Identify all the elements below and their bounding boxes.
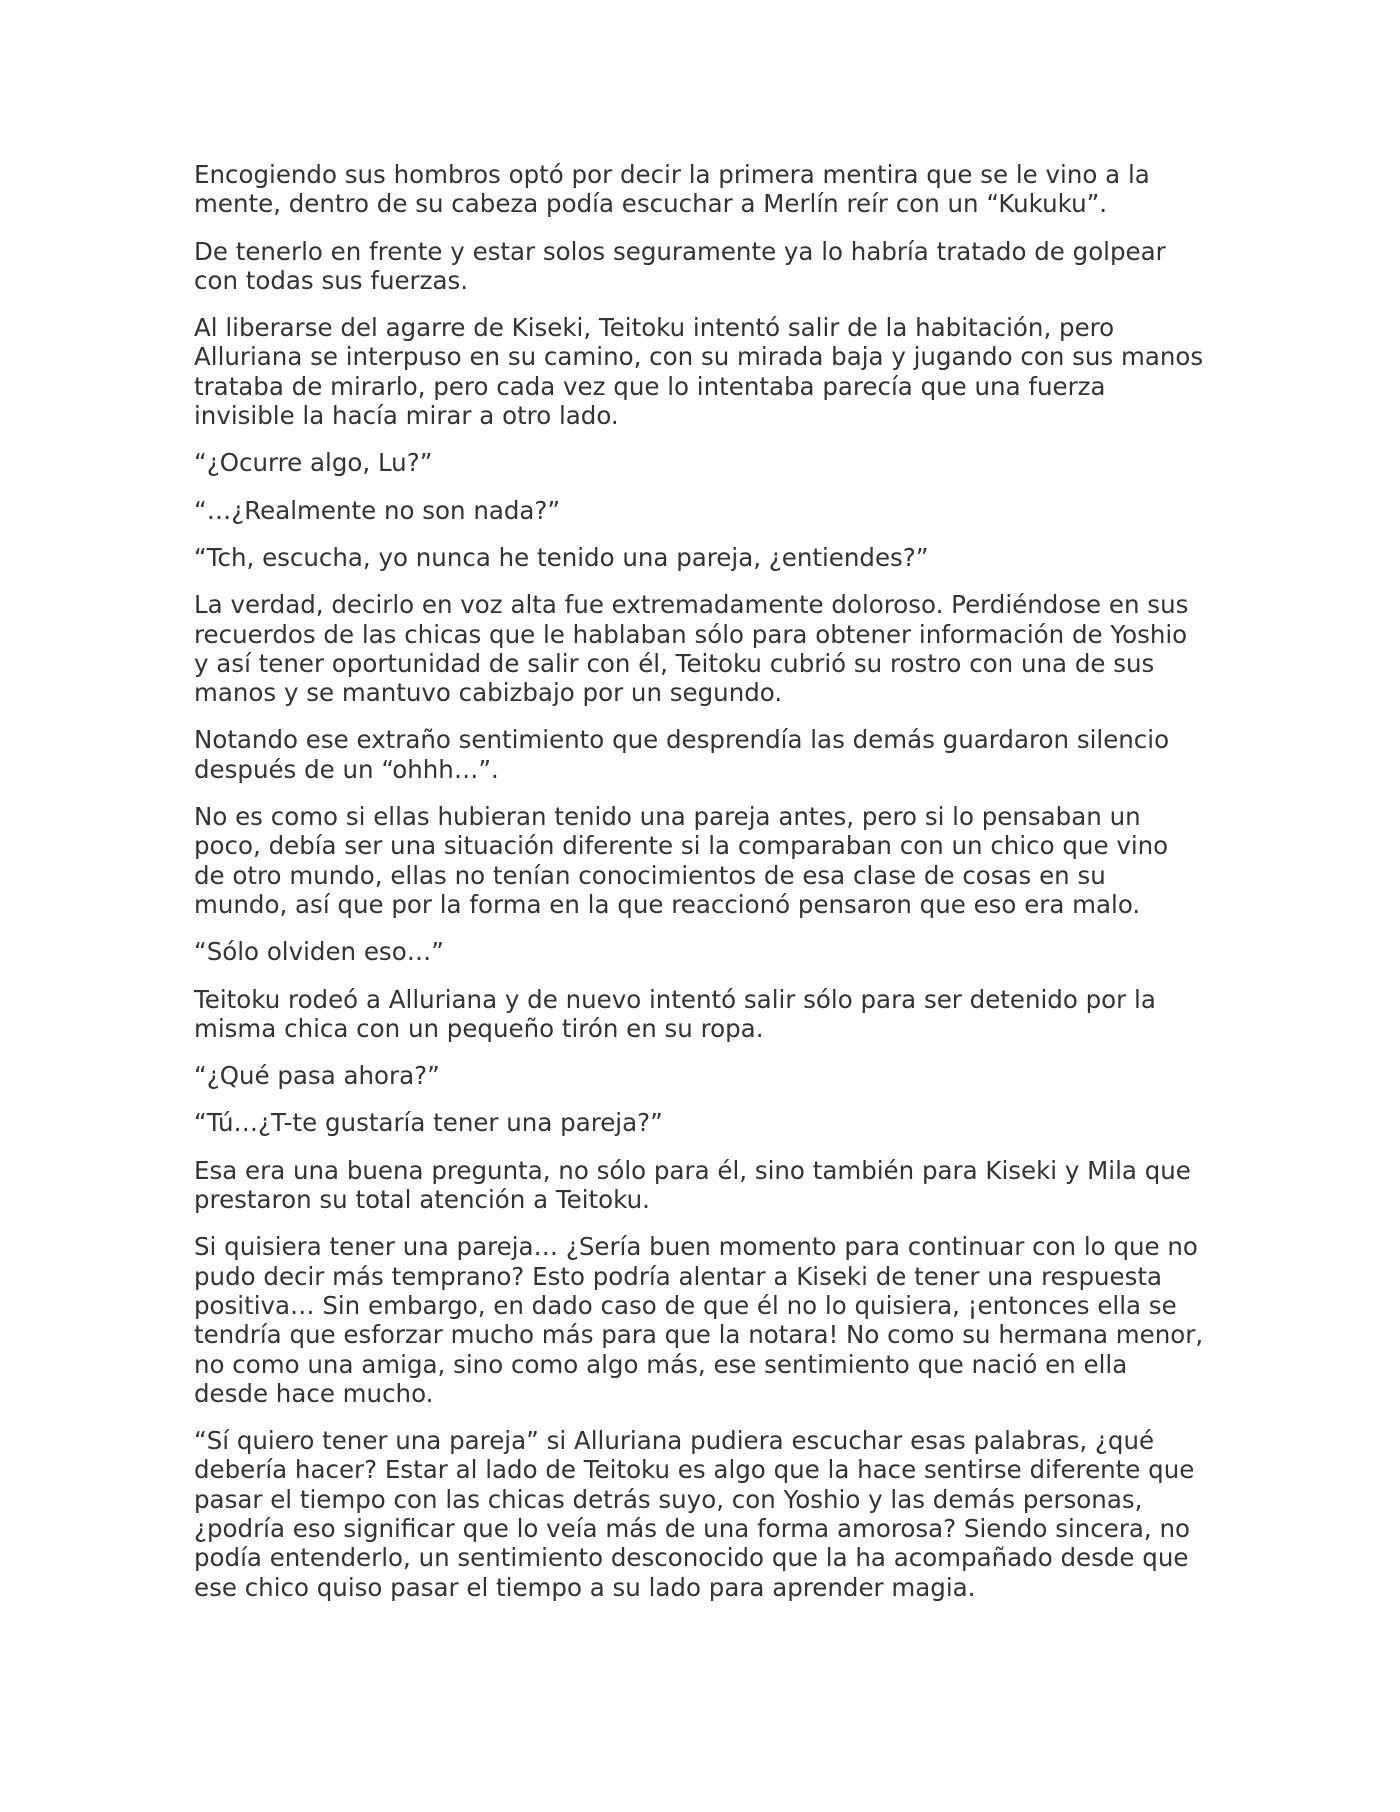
paragraph: “Sí quiero tener una pareja” si Alluriana pudiera escuchar esas palabras, ¿qué debería hacer? Estar al lado de Teitoku es algo que la hace sentirse diferente que pasar el tiempo con las chicas detrás suyo, con Yoshio y las demás personas, ¿podría eso significar que lo veía más de una forma amorosa? Siendo sincera, no podía entenderlo, un sentimiento desconocido que la ha acompañado desde que ese chico quiso pasar el tiempo a su lado para aprender magia. <box>194 1426 1195 1602</box>
paragraph: Si quisiera tener una pareja… ¿Sería buen momento para continuar con lo que no pudo decir más temprano? Esto podría alentar a Kiseki de tener una respuesta positiva… Sin embargo, en dado caso de que él no lo quisiera, ¡entonces ella se tendría que esforzar mucho más para que la notara! No como su hermana menor, no como una amiga, sino como algo más, ese sentimiento que nació en ella desde hace mucho. <box>194 1232 1204 1408</box>
paragraph: Esa era una buena pregunta, no sólo para él, sino también para Kiseki y Mila que prestaron su total atención a Teitoku. <box>194 1155 1191 1215</box>
dialogue-line: “…¿Realmente no son nada?” <box>194 495 561 525</box>
dialogue-line: “Tú…¿T-te gustaría tener una pareja?” <box>194 1108 663 1138</box>
paragraph: Encogiendo sus hombros optó por decir la primera mentira que se le vino a la mente, dentro de su cabeza podía escuchar a Merlín reír con un “Kukuku”. <box>194 160 1150 219</box>
paragraph: Teitoku rodeó a Alluriana y de nuevo intentó salir sólo para ser detenido por la misma chica con un pequeño tirón en su ropa. <box>194 984 1156 1043</box>
paragraph: Notando ese extraño sentimiento que desprendía las demás guardaron silencio después de un “ohhh…”. <box>194 725 1170 784</box>
paragraph: Al liberarse del agarre de Kiseki, Teitoku intentó salir de la habitación, pero Alluriana se interpuso en su camino, con su mirada baja y jugando con sus manos trataba de mirarlo, pero cada vez que lo intentaba parecía que una fuerza invisible la hacía mirar a otro lado. <box>194 313 1204 431</box>
dialogue-line: “¿Ocurre algo, Lu?” <box>194 448 433 478</box>
dialogue-line: “Sólo olviden eso…” <box>194 937 444 967</box>
paragraph: La verdad, decirlo en voz alta fue extremadamente doloroso. Perdiéndose en sus recuerdos de las chicas que le hablaban sólo para obtener información de Yoshio y así tener oportunidad de salir con él, Teitoku cubrió su rostro con una de sus manos y se mantuvo cabizbajo por un segundo. <box>194 590 1189 708</box>
dialogue-line: “¿Qué pasa ahora?” <box>194 1061 440 1091</box>
paragraph: No es como si ellas hubieran tenido una pareja antes, pero si lo pensaban un poco, debía ser una situación diferente si la comparaban con un chico que vino de otro mundo, ellas no tenían conocimientos de esa clase de cosas en su mundo, así que por la forma en la que reaccionó pensaron que eso era malo. <box>194 802 1169 919</box>
document-page <box>194 160 1204 1620</box>
dialogue-line: “Tch, escucha, yo nunca he tenido una pareja, ¿entiendes?” <box>194 542 929 572</box>
paragraph: De tenerlo en frente y estar solos seguramente ya lo habría tratado de golpear con todas sus fuerzas. <box>194 236 1166 295</box>
